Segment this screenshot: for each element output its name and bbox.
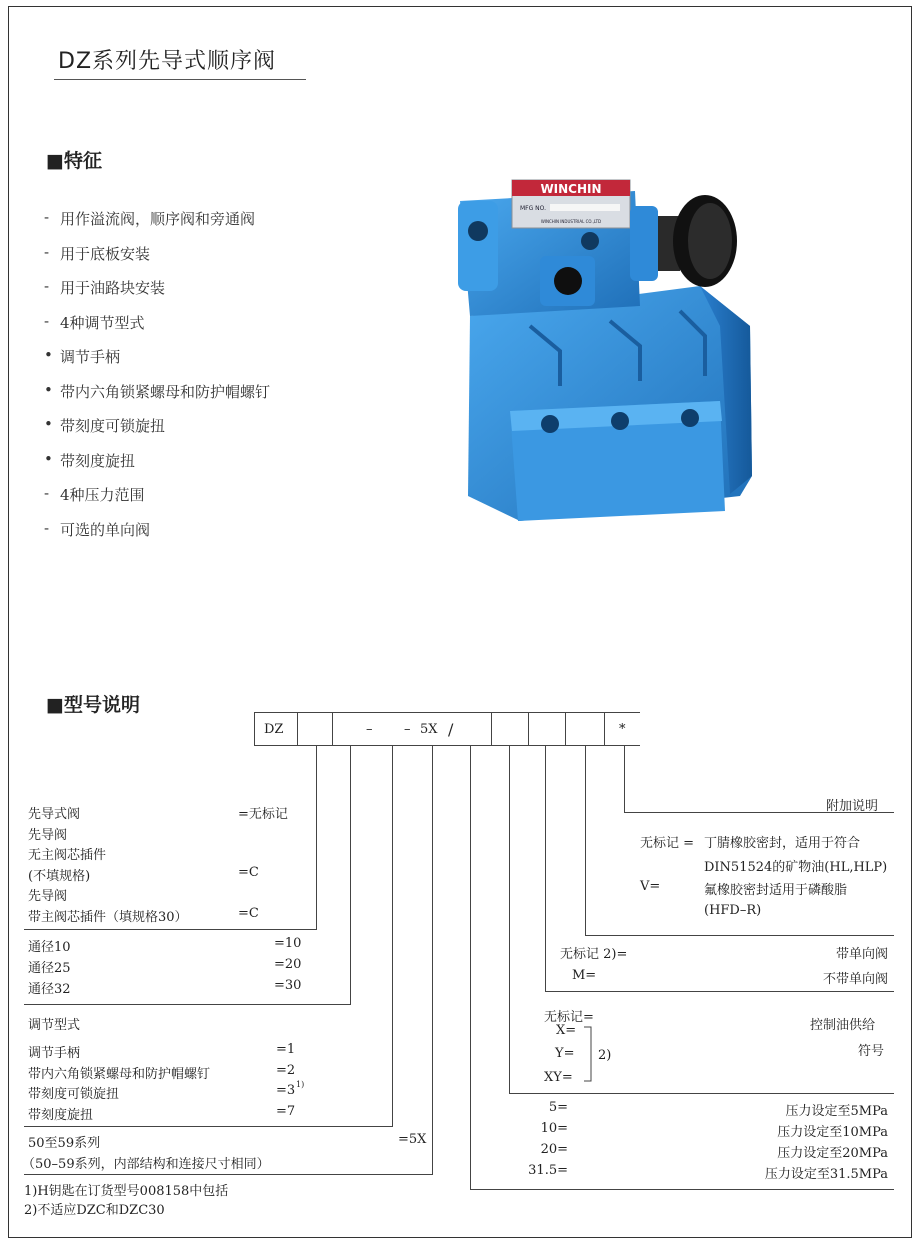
type-value: =C <box>238 864 259 880</box>
feature-item: 带内六角锁紧螺母和防护帽螺钉 <box>60 382 271 401</box>
adjust-value: =3 <box>276 1083 296 1098</box>
extra-heading: 附加说明 <box>826 799 879 814</box>
nameplate-mfg-label: MFG NO. <box>520 205 547 212</box>
control-bracket <box>583 1026 595 1082</box>
pressure-key: 5= <box>548 1100 568 1115</box>
feature-bullet: • <box>44 415 53 433</box>
feature-item: 用作溢流阀，顺序阀和旁通阀 <box>60 210 256 228</box>
pressure-text: 压力设定至31.5MPa <box>764 1167 888 1182</box>
seal-text: (HFD–R) <box>704 902 762 918</box>
seal-text: 丁腈橡胶密封，适用于符合 <box>704 836 861 851</box>
feature-item: 用于油路块安装 <box>60 279 166 297</box>
feature-item: 调节手柄 <box>60 348 121 366</box>
seal-key: 无标记 = <box>640 836 695 851</box>
feature-bullet: • <box>44 449 53 468</box>
feature-bullet: • <box>44 346 53 364</box>
size-value: =30 <box>274 978 302 993</box>
seal-key: V= <box>640 879 661 894</box>
feature-item: 4种调节型式 <box>60 313 145 332</box>
check-text: 带单向阀 <box>835 947 888 962</box>
footnote-1: 1)H钥匙在订货型号008158中包括 <box>24 1184 229 1199</box>
feature-item: 带刻度可锁旋扭 <box>60 417 166 435</box>
adjust-value: =7 <box>276 1103 296 1119</box>
type-label: 先导式阀 <box>28 807 81 822</box>
type-label: 带主阀芯插件（填规格30） <box>28 909 188 925</box>
code-slash: / <box>448 720 454 739</box>
code-cell-control <box>528 712 566 746</box>
type-label: 先导阀 <box>28 889 68 904</box>
control-key: 无标记= <box>544 1010 594 1025</box>
series-label: 50至59系列 <box>28 1136 101 1151</box>
code-cell-group <box>332 712 492 746</box>
code-cell-type <box>297 712 333 746</box>
seal-text: DIN51524的矿物油(HL,HLP) <box>704 859 888 875</box>
size-value: =10 <box>274 936 302 951</box>
feature-bullet: - <box>44 208 50 226</box>
control-key: XY= <box>544 1070 573 1085</box>
adjust-label: 带内六角锁紧螺母和防护帽螺钉 <box>28 1066 211 1082</box>
features-heading: ■特征 <box>46 150 102 172</box>
code-cell-check <box>565 712 605 746</box>
adjust-heading: 调节型式 <box>28 1018 81 1033</box>
adjust-label: 带刻度可锁旋扭 <box>28 1087 120 1102</box>
feature-bullet: - <box>44 518 50 537</box>
feature-item: 带刻度旋扭 <box>60 451 136 470</box>
size-label: 通径10 <box>28 940 71 955</box>
nameplate-brand: WINCHIN <box>540 182 602 196</box>
adjust-label: 带刻度旋扭 <box>28 1107 94 1123</box>
code-dash-2: – <box>404 722 411 737</box>
page-title: DZ系列先导式顺序阀 <box>58 49 277 74</box>
size-value: =20 <box>274 957 302 972</box>
seal-text: 氟橡胶密封适用于磷酸脂 <box>704 883 848 898</box>
pressure-key: 10= <box>540 1121 568 1136</box>
feature-bullet: - <box>44 484 50 502</box>
size-label: 通径25 <box>28 961 71 976</box>
control-note: 2) <box>598 1048 612 1063</box>
adjust-label: 调节手柄 <box>28 1046 81 1061</box>
code-series: 5X <box>420 722 438 737</box>
adjust-footnote-mark: 1) <box>296 1080 305 1089</box>
feature-bullet: - <box>44 311 50 330</box>
pressure-text: 压力设定至20MPa <box>777 1146 888 1161</box>
series-note: （50–59系列，内部结构和连接尺寸相同） <box>22 1157 270 1172</box>
adjust-value: =1 <box>276 1042 296 1057</box>
feature-bullet: - <box>44 277 50 295</box>
feature-item: 4种压力范围 <box>60 486 145 504</box>
control-key: X= <box>556 1023 577 1038</box>
type-label: 无主阀芯插件 <box>28 848 107 863</box>
code-dz: DZ <box>264 722 284 737</box>
feature-bullet: • <box>44 380 53 399</box>
code-cell-pressure <box>491 712 529 746</box>
control-key: Y= <box>555 1046 575 1061</box>
series-value: =5X <box>398 1132 427 1147</box>
pressure-text: 压力设定至10MPa <box>777 1125 888 1140</box>
type-value: =C <box>238 905 259 921</box>
type-value: =无标记 <box>238 807 288 822</box>
code-dash-1: – <box>366 722 373 737</box>
feature-item: 用于底板安装 <box>60 244 151 263</box>
feature-item: 可选的单向阀 <box>60 520 151 539</box>
title-underline <box>54 79 306 80</box>
feature-bullet: - <box>44 242 50 261</box>
size-label: 通径32 <box>28 982 71 997</box>
footnote-2: 2)不适应DZC和DZC30 <box>24 1203 165 1218</box>
adjust-value: =2 <box>276 1062 296 1078</box>
check-key: 无标记 2)= <box>560 947 628 962</box>
pressure-key: 31.5= <box>528 1163 568 1178</box>
type-label: 先导阀 <box>28 827 68 843</box>
pressure-text: 压力设定至5MPa <box>785 1104 888 1119</box>
code-extra: * <box>619 722 626 737</box>
nameplate-company: WINCHIN INDUSTRIAL CO.,LTD <box>540 219 602 224</box>
model-heading: ■型号说明 <box>46 694 140 716</box>
valve-product-image <box>440 176 770 526</box>
type-label: (不填规格) <box>28 868 91 884</box>
control-text-2: 符号 <box>858 1044 885 1059</box>
check-text: 不带单向阀 <box>822 972 888 987</box>
pressure-key: 20= <box>540 1142 568 1157</box>
control-text-1: 控制油供给 <box>810 1018 876 1033</box>
check-key: M= <box>572 968 597 983</box>
